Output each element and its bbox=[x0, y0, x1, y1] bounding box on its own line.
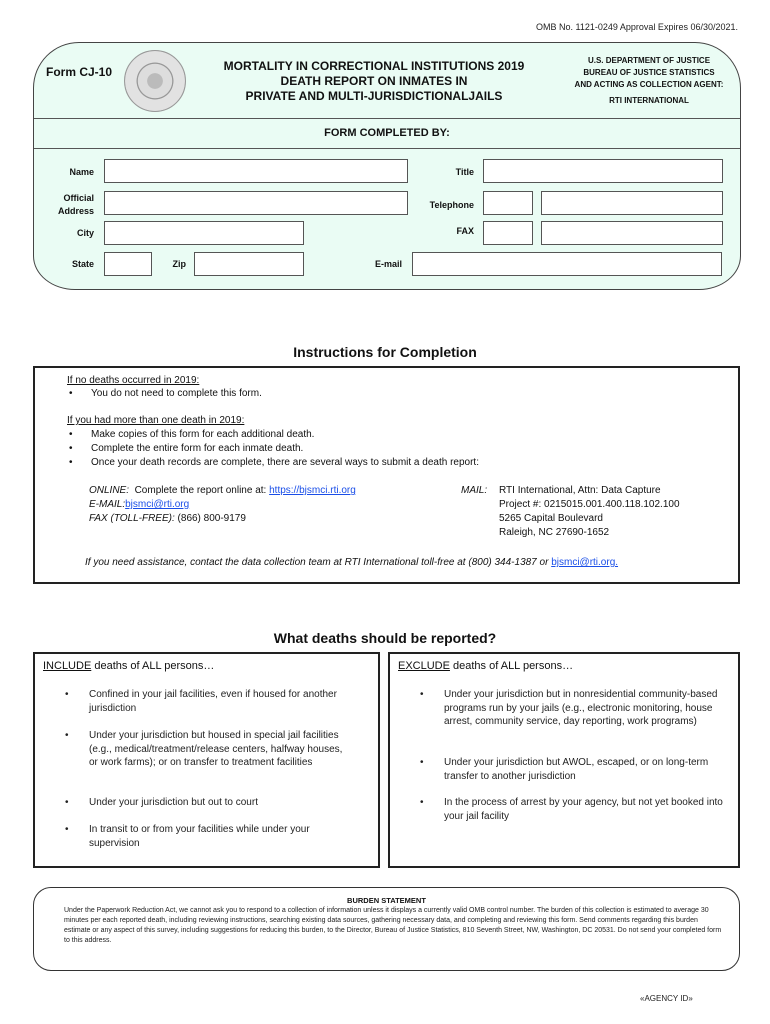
address-label-line-2: Address bbox=[57, 206, 94, 216]
include-box bbox=[33, 652, 380, 868]
fax-label: FAX (TOLL-FREE): bbox=[89, 513, 175, 524]
exclude-box bbox=[388, 652, 740, 868]
state-input[interactable] bbox=[104, 252, 152, 276]
mail-label: MAIL: bbox=[461, 485, 488, 496]
online-label: ONLINE: bbox=[89, 485, 130, 496]
instructions-box bbox=[33, 366, 740, 584]
online-line bbox=[89, 484, 356, 498]
zip-input[interactable] bbox=[194, 252, 304, 276]
agency-block bbox=[559, 55, 739, 107]
email-link[interactable]: bjsmci@rti.org bbox=[125, 499, 190, 510]
form-id: Form CJ-10 bbox=[46, 65, 113, 79]
multi-death-item: • Complete the entire form for each inmate death. bbox=[91, 442, 303, 456]
email-input[interactable] bbox=[412, 252, 722, 276]
include-heading bbox=[43, 660, 214, 672]
name-label: Name bbox=[69, 167, 94, 177]
mail-line: Raleigh, NC 27690-1652 bbox=[499, 527, 610, 538]
fax-value: (866) 800-9179 bbox=[177, 513, 246, 524]
fax-label: FAX bbox=[456, 226, 474, 236]
mail-line: RTI International, Attn: Data Capture bbox=[499, 485, 661, 496]
burden-title: BURDEN STATEMENT bbox=[347, 896, 426, 905]
multi-death-heading: If you had more than one death in 2019: bbox=[67, 415, 245, 426]
title-line-3: PRIVATE AND MULTI-JURISDICTIONALJAILS bbox=[245, 89, 503, 103]
assistance-text: If you need assistance, contact the data collection team at RTI International toll-free at (800) 344-1387 or bbox=[85, 557, 549, 568]
completed-by-heading: FORM COMPLETED BY: bbox=[324, 127, 450, 139]
name-input[interactable] bbox=[104, 159, 408, 183]
completed-by-row bbox=[34, 119, 740, 149]
exclude-item: • In the process of arrest by your agency, but not yet booked into your jail facility bbox=[444, 796, 726, 823]
burden-body: Under the Paperwork Reduction Act, we cannot ask you to respond to a collection of information unless it displays a currently valid OMB control number. The burden of this collection is estimated to average 30 minutes per each reported death, including reviewing instructions, searching existing data sources, gathering necessary data, and completing and reviewing this form. Send comments regarding this burden estimate or any aspect of this survey, including suggestions for reducing this burden, to the Director, Bureau of Justice Statistics, 810 Seventh Street, NW, Washington, DC 20531. Do not send your completed form to this address. bbox=[64, 907, 722, 944]
mail-address bbox=[499, 484, 680, 540]
title-input[interactable] bbox=[483, 159, 723, 183]
include-item: • Under your jurisdiction but out to court bbox=[89, 796, 349, 810]
address-label-line-1: Official bbox=[63, 193, 94, 203]
exclude-item: • Under your jurisdiction but in nonresidential community-based programs run by your jails (e.g., electronic monitoring, house arrest, community service, day reporting, work programs) bbox=[444, 688, 726, 729]
online-link[interactable]: https://bjsmci.rti.org bbox=[269, 485, 356, 496]
email-label: E-mail bbox=[374, 259, 402, 269]
instructions-heading: Instructions for Completion bbox=[293, 344, 477, 360]
online-text: Complete the report online at: bbox=[134, 485, 267, 496]
agency-id: «AGENCY ID» bbox=[640, 994, 693, 1003]
fax-area-code-input[interactable] bbox=[483, 221, 533, 245]
include-keyword: INCLUDE bbox=[43, 660, 92, 672]
mail-line: Project #: 0215015.001.400.118.102.100 bbox=[499, 499, 680, 510]
exclude-item: • Under your jurisdiction but AWOL, escaped, or on long-term transfer to another jurisdiction bbox=[444, 756, 726, 783]
no-deaths-item: • You do not need to complete this form. bbox=[91, 387, 262, 401]
agency-line-3: AND ACTING AS COLLECTION AGENT: bbox=[574, 80, 724, 89]
telephone-label: Telephone bbox=[429, 200, 474, 210]
fax-line bbox=[89, 512, 246, 526]
omb-notice: OMB No. 1121-0249 Approval Expires 06/30/2021. bbox=[536, 22, 738, 32]
city-label: City bbox=[76, 228, 94, 238]
email-label: E-MAIL: bbox=[89, 499, 126, 510]
agency-line-2: BUREAU OF JUSTICE STATISTICS bbox=[583, 68, 715, 77]
agency-line-1: U.S. DEPARTMENT OF JUSTICE bbox=[587, 56, 711, 65]
telephone-area-code-input[interactable] bbox=[483, 191, 533, 215]
telephone-number-input[interactable] bbox=[541, 191, 723, 215]
collection-agent: RTI INTERNATIONAL bbox=[609, 96, 689, 105]
fax-number-input[interactable] bbox=[541, 221, 723, 245]
city-input[interactable] bbox=[104, 221, 304, 245]
zip-label: Zip bbox=[172, 259, 186, 269]
title-label: Title bbox=[455, 167, 474, 177]
no-deaths-heading: If no deaths occurred in 2019: bbox=[67, 375, 200, 386]
assistance-email-link[interactable]: bjsmci@rti.org. bbox=[551, 557, 619, 568]
address-input[interactable] bbox=[104, 191, 408, 215]
exclude-keyword: EXCLUDE bbox=[398, 660, 450, 672]
state-label: State bbox=[71, 259, 94, 269]
title-line-2: DEATH REPORT ON INMATES IN bbox=[280, 74, 468, 88]
form-title bbox=[194, 59, 554, 104]
exclude-heading-rest: deaths of ALL persons… bbox=[449, 660, 574, 672]
mail-line: 5265 Capital Boulevard bbox=[499, 513, 603, 524]
title-line-1: MORTALITY IN CORRECTIONAL INSTITUTIONS 2019 bbox=[223, 59, 525, 73]
multi-death-item: • Make copies of this form for each additional death. bbox=[91, 428, 314, 442]
include-item: • Under your jurisdiction but housed in special jail facilities (e.g., medical/treatment/release centers, halfway houses, or work farms); or on transfer to treatment facilities bbox=[89, 729, 349, 770]
include-item: • In transit to or from your facilities while under your supervision bbox=[89, 823, 349, 850]
address-label bbox=[34, 192, 94, 218]
burden-statement bbox=[33, 887, 740, 971]
multi-death-item: • Once your death records are complete, there are several ways to submit a death report: bbox=[91, 456, 479, 470]
include-item: • Confined in your jail facilities, even if housed for another jurisdiction bbox=[89, 688, 349, 715]
reporting-heading: What deaths should be reported? bbox=[273, 630, 497, 646]
include-heading-rest: deaths of ALL persons… bbox=[91, 660, 215, 672]
doj-seal-icon bbox=[124, 50, 186, 112]
assistance-line bbox=[85, 556, 618, 570]
header-title-row bbox=[34, 43, 740, 119]
email-line bbox=[89, 498, 189, 512]
exclude-heading bbox=[398, 660, 573, 672]
header-card bbox=[33, 42, 741, 290]
